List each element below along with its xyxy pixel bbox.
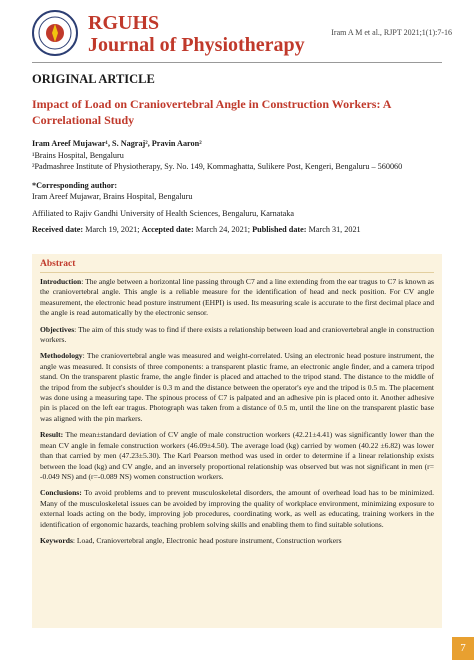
published-label: Published date: (252, 225, 307, 234)
article-title: Impact of Load on Craniovertebral Angle in Construction Workers: A Correlational Study (32, 97, 391, 127)
affiliated-to: Affiliated to Rajiv Gandhi University of Health Sciences, Bengaluru, Karnataka (32, 209, 294, 218)
abstract-objectives (40, 325, 434, 346)
abstract-keywords (40, 536, 434, 546)
abstract-heading: Abstract (40, 254, 434, 273)
section-label: ORIGINAL ARTICLE (32, 72, 155, 86)
conclusions-label: Conclusions: (40, 488, 82, 498)
methodology-text: : The craniovertebral angle was measured and weight-correlated. Using an electronic head posture instrument, the angle was measured. It consists of three components: a transparent plastic frame, an electronic angle finder, and a camera tripod stand. On the transparent plastic frame, the angle finder is placed and attached to the tripod stand. The distance to the middle of the tripod from the subject's shoulder is 0.3 m and the distance between the operator's eye and the tripod is 0.5 m. The placement was done using a measuring tape. The spinous process of C7 is palpated and an adhesive pin is placed onto it. Another adhesive pin is placed on the left ear tragus. Photograph was taken from a distance of 0.5 m, until the line on the transparent plastic base was aligned with the pin markers. (40, 351, 434, 423)
affiliation-2: ²Padmashree Institute of Physiotherapy, Sy. No. 149, Kommaghatta, Sulikere Post, Kengeri, Bengaluru – 560060 (32, 162, 403, 171)
published-date: March 31, 2021 (308, 225, 361, 234)
conclusions-text: To avoid problems and to prevent musculoskeletal disorders, the amount of overhead load has to be minimized. Many of the musculoskeletal issues can be avoided by improving the quality of workplace environment, minimizing exposure to external loads acting on the body, improving job procedures, coordinating work, as well as educating, training workers in the identification of ergonomic hazards, teaching problem solving skills and enabling them to find suitable solutions. (40, 488, 434, 529)
university-seal-logo (32, 10, 78, 56)
keywords-text: : Load, Craniovertebral angle, Electronic head posture instrument, Construction workers (72, 535, 342, 545)
abstract-methodology (40, 351, 434, 424)
author-list: Iram Areef Mujawar¹, S. Nagraj², Pravin Aaron² (32, 139, 202, 148)
objectives-text: : The aim of this study was to find if there exists a relationship between load and craniovertebral angle in construction workers. (40, 324, 434, 345)
journal-name-line2: Journal of Physiotherapy (88, 34, 305, 56)
journal-name-line1: RGUHS (88, 12, 160, 34)
methodology-label: Methodology (40, 351, 83, 361)
objectives-label: Objectives (40, 324, 75, 334)
corresponding-author: Iram Areef Mujawar, Brains Hospital, Bengaluru (32, 192, 193, 201)
keywords-label: Keywords (40, 535, 73, 545)
dates-line (32, 224, 452, 235)
received-label: Received date: (32, 225, 84, 234)
result-text: The mean±standard deviation of CV angle of male construction workers (42.21±4.41) was significantly lower than the mean CV angle in female construction workers (46.09±4.50). The average load (kg) carried by women (40.22 ±6.82) was lower than that carried by men (47.23±5.30). The Karl Pearson method was used in order to determine if a linear relationship exists between the load (kg) and CV angle, and an inversely proportional relationship was observed but was not significant in men (r= -0.049 NS) and (r=-0.089 NS) women construction workers. (40, 430, 434, 481)
abstract-introduction (40, 277, 434, 319)
introduction-text: : The angle between a horizontal line passing through C7 and a line extending from the ear tragus to C7 is known as the craniovertebral angle. This angle is a reliable measure for the identification of head and neck position. For CV angle measurement, the electronic head posture instrument (EHPI) is used. Its measuring scale is accurate to the first decimal place and the angle is read automatically by the electronic sensor. (40, 277, 434, 318)
result-label: Result: (40, 430, 64, 440)
abstract-box (32, 254, 442, 628)
page-number-tab: 7 (452, 637, 474, 660)
abstract-result (40, 430, 434, 482)
accepted-date: March 24, 2021; (195, 225, 251, 234)
accepted-label: Accepted date: (141, 225, 194, 234)
received-date: March 19, 2021; (85, 225, 140, 234)
header-divider (32, 62, 442, 63)
affiliation-1: ¹Brains Hospital, Bengaluru (32, 151, 124, 160)
abstract-conclusions (40, 488, 434, 530)
introduction-label: Introduction (40, 277, 82, 286)
corresponding-label: *Corresponding author: (32, 181, 118, 190)
running-citation: Iram A M et al., RJPT 2021;1(1):7-16 (331, 28, 452, 37)
journal-header (32, 10, 452, 62)
